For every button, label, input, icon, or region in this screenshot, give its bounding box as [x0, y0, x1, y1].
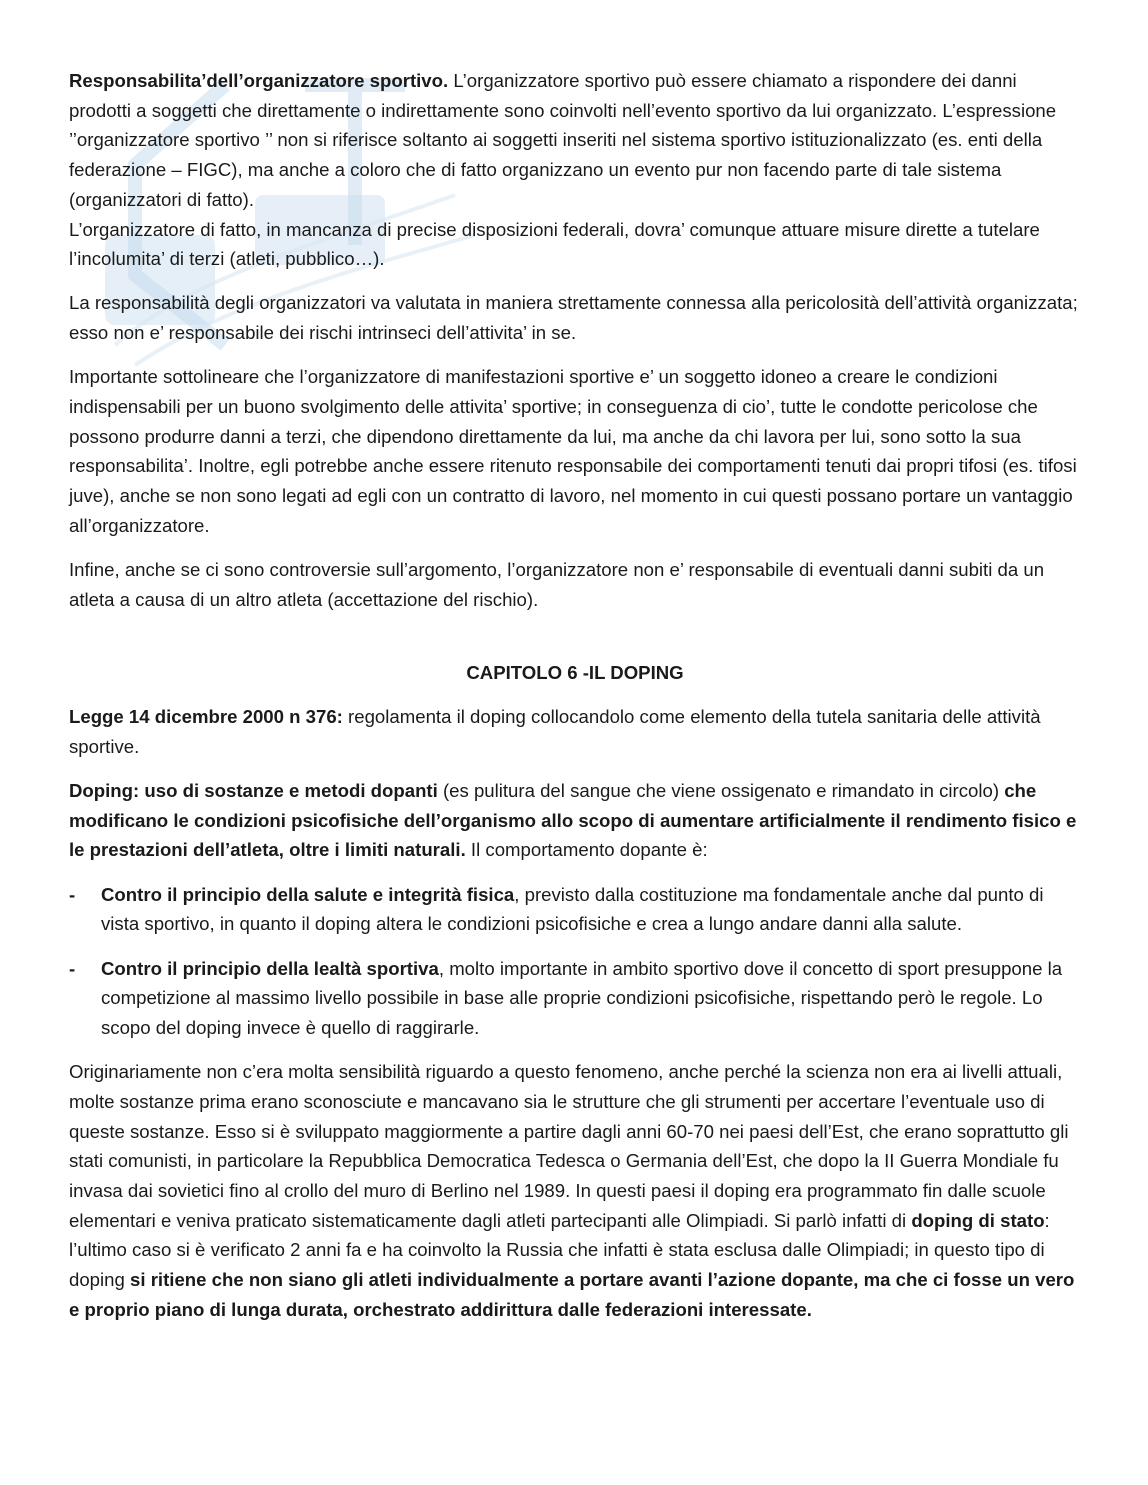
list-item [69, 954, 1081, 1043]
bullet-body: , molto importante in ambito sportivo dove il concetto di sport presuppone la competizione al massimo livello possibile in base alle proprie condizioni psicofisiche, rispettando però le regole. Lo scopo del doping invece è quello di raggirarle. [101, 957, 1063, 1038]
paragraph-organizer-conditions: Importante sottolineare che l’organizzatore di manifestazioni sportive e’ un soggetto idoneo a creare le condizioni indispensabili per un buono svolgimento delle attivita’ sportive; in conseguenza di cio’, tutte le condotte pericolose che possono produrre danni a terzi, che dipendono direttamente da lui, ma anche da chi lavora per lui, sono sotto la sua responsabilita’. Inoltre, egli potrebbe anche essere ritenuto responsabile dei comportamenti tenuti dai propri tifosi (es. tifosi juve), anche se non sono legati ad egli con un contratto di lavoro, nel momento in cui questi possano portare un vantaggio all’organizzatore. [69, 366, 1077, 536]
history-text-2: : l’ultimo caso si è verificato 2 anni fa e ha coinvolto la Russia che infatti è stata esclusa dalle Olimpiadi; in questo tipo di doping [69, 1209, 1050, 1291]
paragraph-responsibility-evaluation: La responsabilità degli organizzatori va valutata in maniera strettamente connessa alla pericolosità dell’attività organizzata; esso non e’ responsabile dei rischi intrinseci dell’attivita’ in se. [69, 292, 1078, 344]
bullet-bold: Contro il principio della lealtà sportiva [101, 957, 439, 979]
doping-definition-example: (es pulitura del sangue che viene ossigenato e rimandato in circolo) [437, 780, 1005, 802]
list-item [69, 880, 1081, 939]
law-heading: Legge 14 dicembre 2000 n 376: [69, 706, 343, 728]
document-page [69, 66, 1081, 1339]
bullet-text [101, 954, 1081, 1043]
paragraph-law [69, 702, 1081, 761]
chapter-title: CAPITOLO 6 -IL DOPING [466, 662, 684, 684]
bullet-text [101, 880, 1081, 939]
paragraph-risk-acceptance: Infine, anche se ci sono controversie sull’argomento, l’organizzatore non e’ responsabile di eventuali danni subiti da un atleta a causa di un altro atleta (accettazione del rischio). [69, 559, 1045, 610]
paragraph-text-de-facto: L’organizzatore di fatto, in mancanza di precise disposizioni federali, dovra’ comunque attuare misure dirette a tutelare l’incolumita’ di terzi (atleti, pubblico…). [69, 218, 1040, 270]
paragraph-organizer-responsibility [69, 66, 1081, 274]
law-text: regolamenta il doping collocandolo come elemento della tutela sanitaria delle attività sportive. [69, 706, 1041, 757]
bullet-body: , previsto dalla costituzione ma fondamentale anche dal punto di vista sportivo, in quanto il doping altera le condizioni psicofisiche e crea a lungo andare danni alla salute. [101, 883, 1044, 935]
history-bold-state-doping: doping di stato [911, 1209, 1045, 1231]
history-text: Originariamente non c’era molta sensibilità riguardo a questo fenomeno, anche perché la scienza non era ai livelli attuali, molte sostanze prima erano sconosciute e mancavano sia le strutture che gli strumenti per accertare l’eventuale uso di queste sostanze. Esso si è sviluppato maggiormente a partire dagli anni 60-70 nei paesi dell’Est, che erano soprattutto gli stati comunisti, in particolare la Repubblica Democratica Tedesca o Germania dell’Est, che dopo la II Guerra Mondiale fu invasa dai sovietici fino al crollo del muro di Berlino nel 1989. In questi paesi il doping era programmato fin dalle scuole elementari e veniva praticato sistematicamente dagli atleti partecipanti alle Olimpiadi. Si parlò infatti di [69, 1061, 1069, 1231]
paragraph-text: L’organizzatore sportivo può essere chiamato a rispondere dei danni prodotti a soggetti che direttamente o indirettamente sono coinvolti nell’evento sportivo da lui organizzato. L’espressione ’’organizzatore sportivo ’’ non si riferisce soltanto ai soggetti inseriti nel sistema sportivo istituzionalizzato (es. enti della federazione – FIGC), ma anche a coloro che di fatto organizzano un evento pur non facendo parte di tale sistema (organizzatori di fatto). [69, 70, 1057, 210]
doping-definition-bold: che modificano le condizioni psicofisiche dell’organismo allo scopo di aumentare artificialmente il rendimento fisico e le prestazioni dell’atleta, oltre i limiti naturali. [69, 780, 1077, 861]
bullet-marker: - [69, 957, 76, 979]
paragraph-doping-history [69, 1057, 1081, 1324]
history-bold-conclusion: si ritiene che non siano gli atleti individualmente a portare avanti l’azione dopante, ma che ci fosse un vero e proprio piano di lunga durata, orchestrato addirittura dalle federazioni interessate. [69, 1269, 1075, 1320]
bullet-bold: Contro il principio della salute e integrità fisica [101, 883, 515, 905]
doping-definition-heading: Doping: uso di sostanze e metodi dopanti [69, 780, 438, 802]
doping-definition-tail: Il comportamento dopante è: [465, 839, 708, 861]
paragraph-doping-definition [69, 776, 1081, 865]
bullet-marker: - [69, 883, 76, 905]
heading-organizer-responsibility: Responsabilita’dell’organizzatore sportivo. [69, 70, 449, 91]
